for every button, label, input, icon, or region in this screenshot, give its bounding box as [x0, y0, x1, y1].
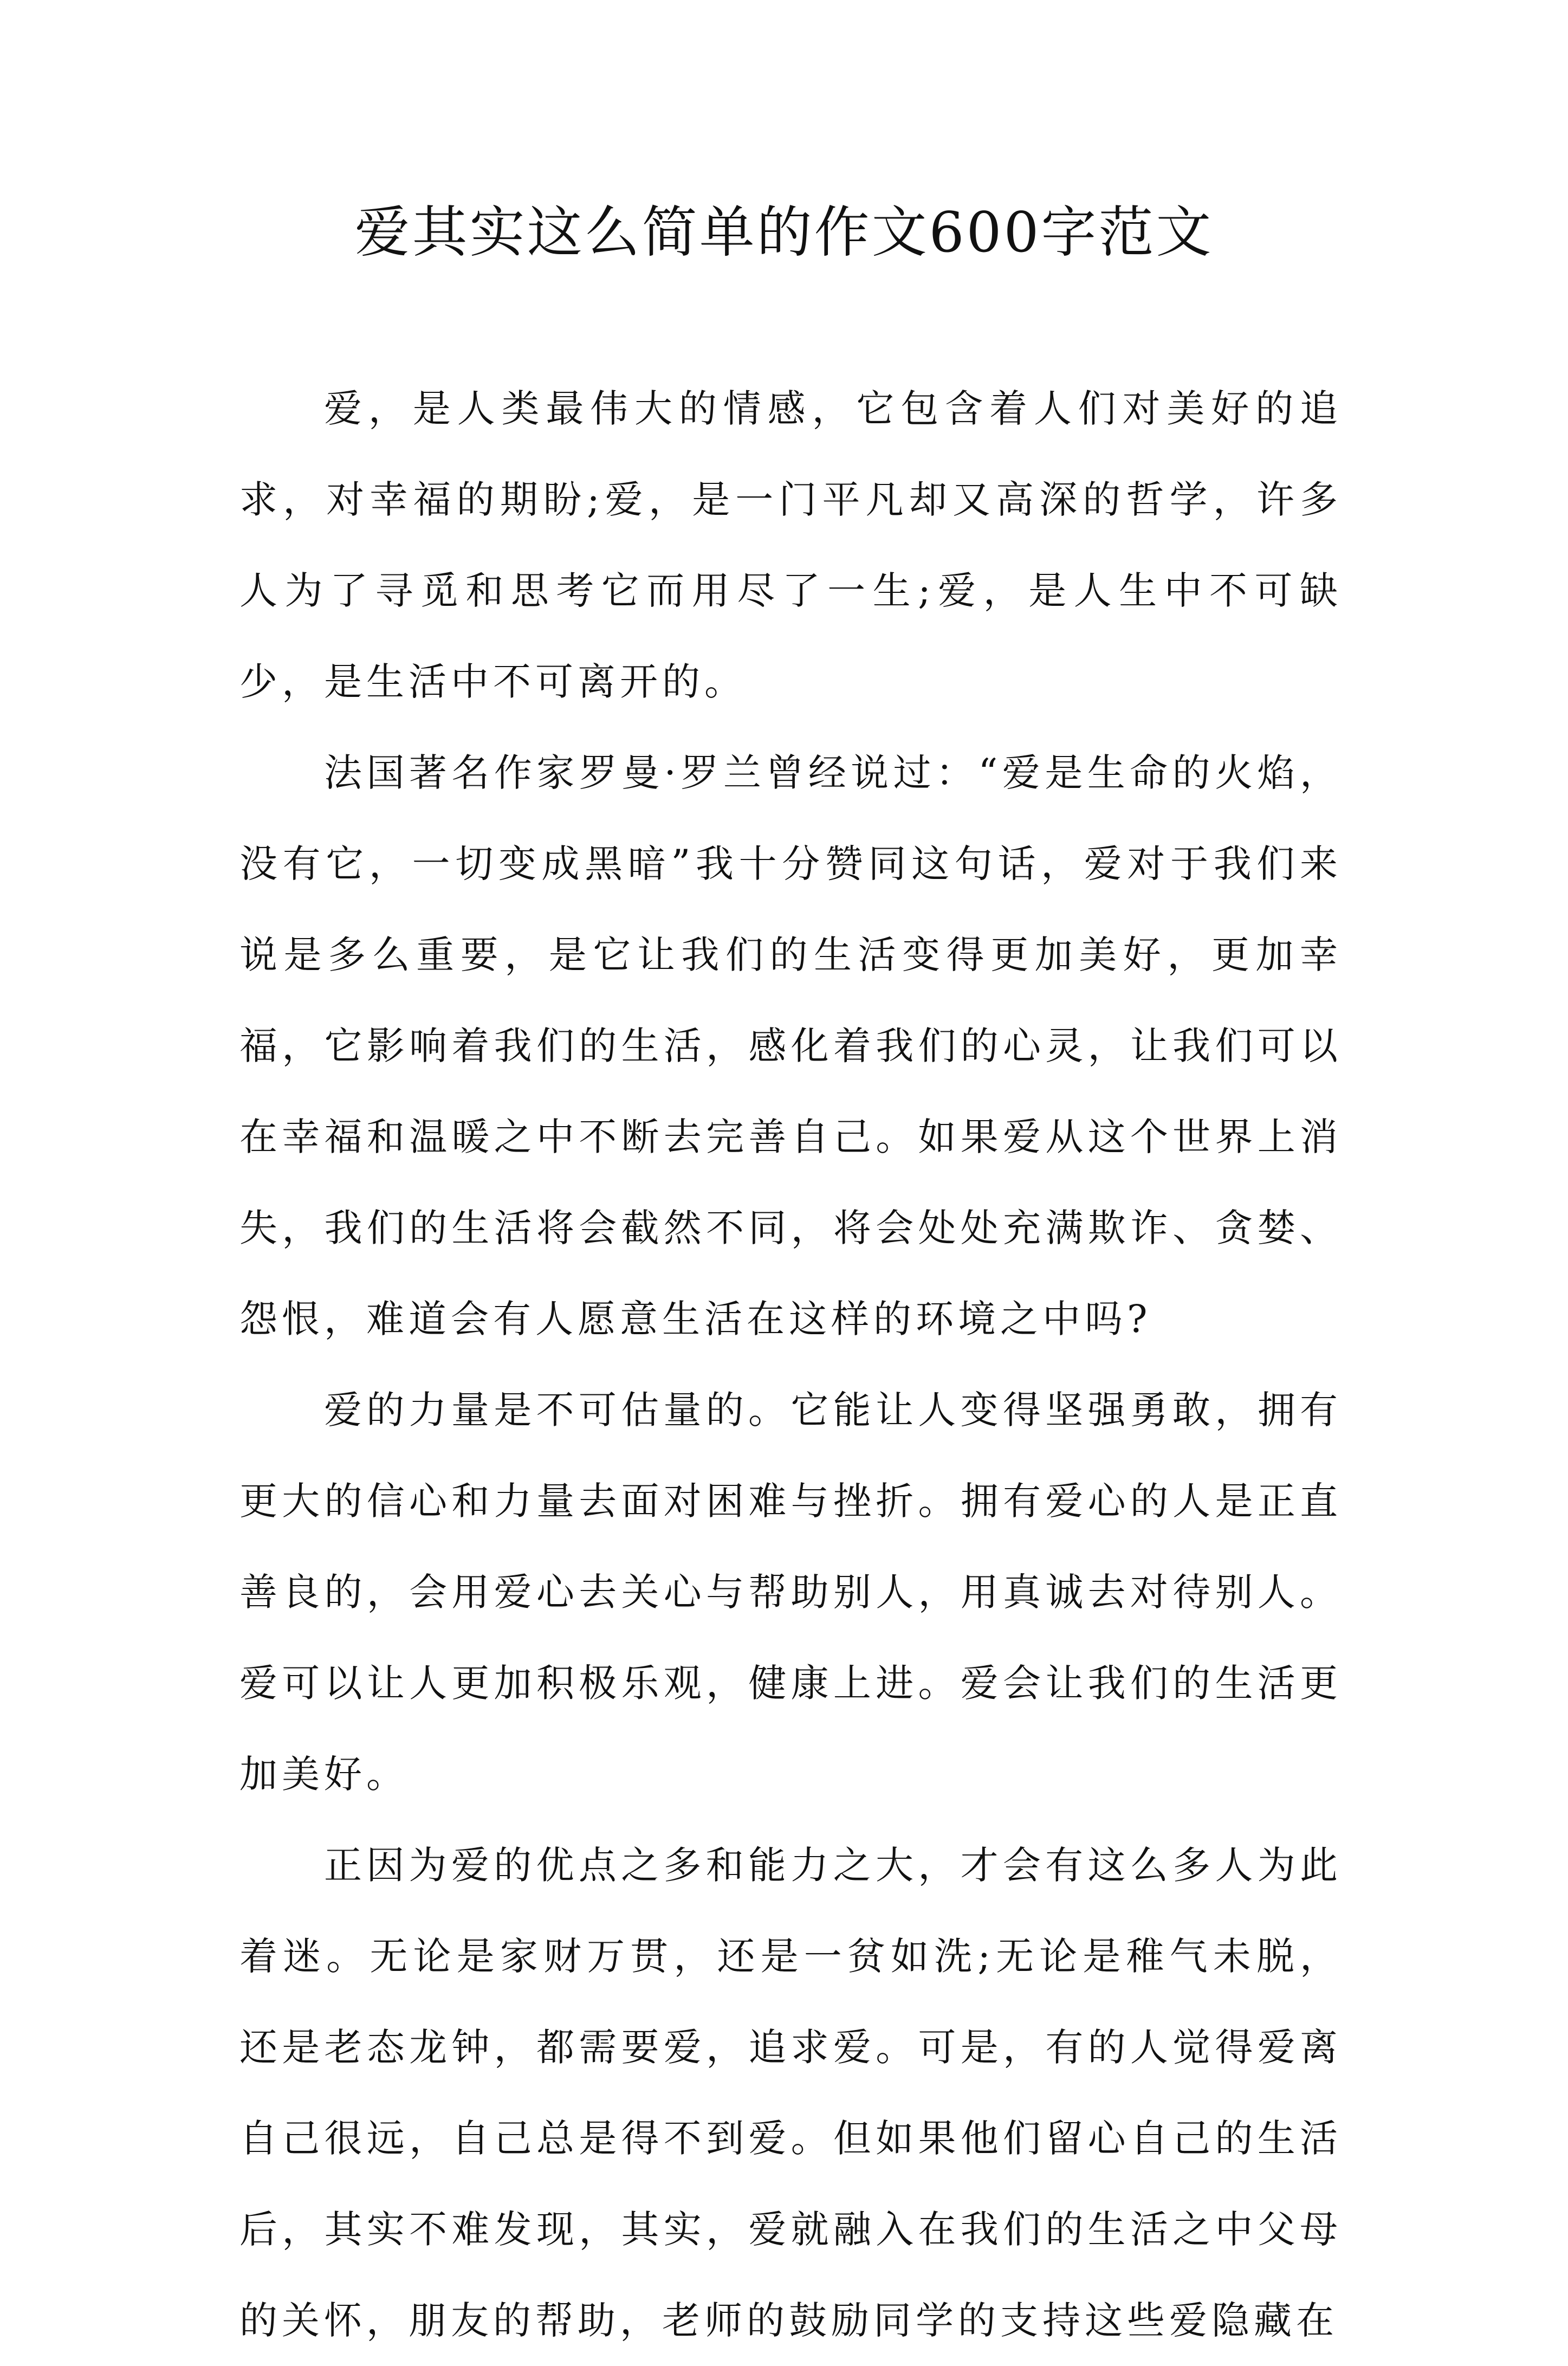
- paragraph-4: 正因为爱的优点之多和能力之大，才会有这么多人为此着迷。无论是家财万贯，还是一贫如洗;无论是稚气未脱，还是老态龙钟，都需要爱，追求爱。可是，有的人觉得爱离自己很远，自己总是得不到爱。但如果他们留心自己的生活后，其实不难发现，其实，爱就融入在我们的生活之中父母的关怀，朋友的帮助，老师的鼓励同学的支持这些爱隐藏在: [239, 1843, 1342, 2343]
- document-body: [239, 363, 1342, 2366]
- paragraph-1: 爱，是人类最伟大的情感，它包含着人们对美好的追求，对幸福的期盼;爱，是一门平凡却又高深的哲学，许多人为了寻觅和思考它而用尽了一生;爱，是人生中不可缺少，是生活中不可离开的。: [239, 386, 1342, 704]
- document-title: 爱其实这么简单的作文600字范文: [354, 201, 1214, 265]
- paragraph-2: 法国著名作家罗曼·罗兰曾经说过：“爱是生命的火焰，没有它，一切变成黑暗”我十分赞同这句话，爱对于我们来说是多么重要，是它让我们的生活变得更加美好，更加幸福，它影响着我们的生活，感化着我们的心灵，让我们可以在幸福和温暖之中不断去完善自己。如果爱从这个世界上消失，我们的生活将会截然不同，将会处处充满欺诈、贪婪、怨恨，难道会有人愿意生活在这样的环境之中吗?: [239, 751, 1342, 1341]
- paragraph-3: 爱的力量是不可估量的。它能让人变得坚强勇敢，拥有更大的信心和力量去面对困难与挫折。拥有爱心的人是正直善良的，会用爱心去关心与帮助别人，用真诚去对待别人。爱可以让人更加积极乐观，健康上进。爱会让我们的生活更加美好。: [239, 1388, 1342, 1796]
